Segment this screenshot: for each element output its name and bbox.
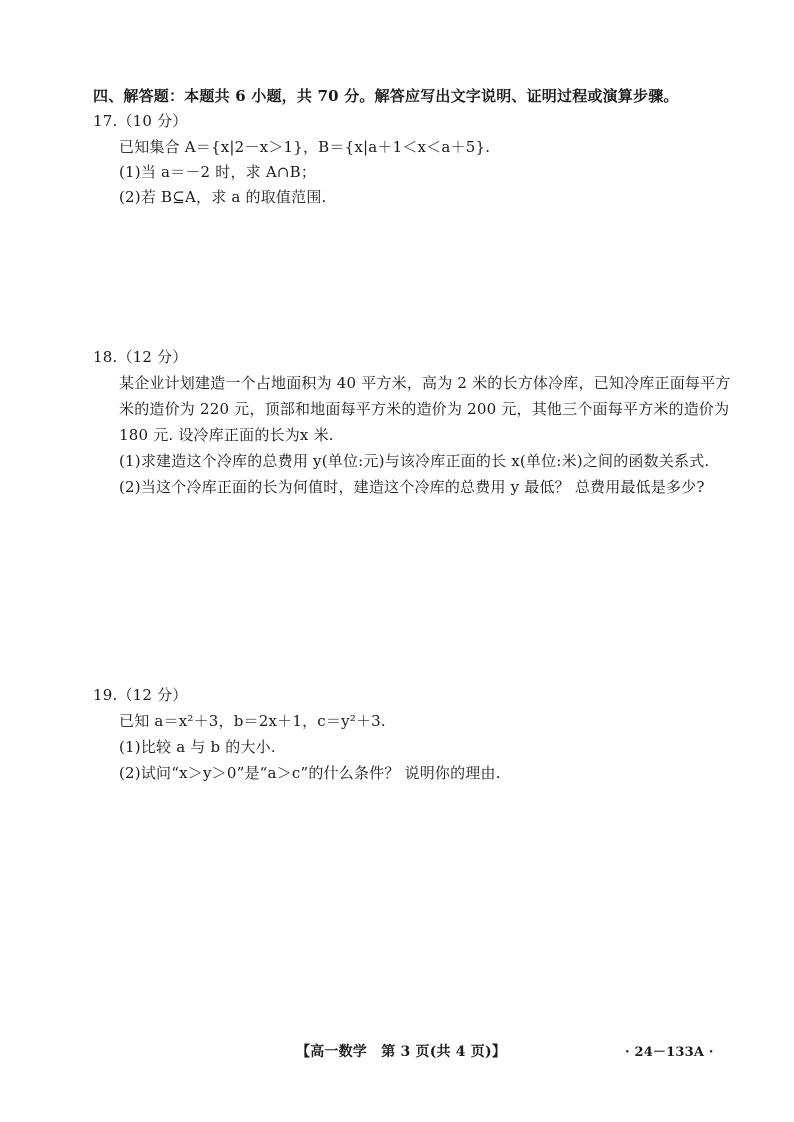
question-19-part-1: (1)比较 a 与 b 的大小. [119, 738, 276, 756]
question-18-stem-line-1: 某企业计划建造一个占地面积为 40 平方米，高为 2 米的长方体冷库，已知冷库正面每平方 [119, 374, 731, 392]
question-18-stem-line-3: 180 元. 设冷库正面的长为x 米. [119, 426, 334, 444]
question-19-header: 19.（12 分） [93, 686, 188, 704]
question-18-header: 18.（12 分） [93, 348, 188, 366]
question-17-part-1: (1)当 a＝－2 时，求 A∩B； [119, 163, 317, 181]
section-title: 四、解答题：本题共 6 小题，共 70 分。解答应写出文字说明、证明过程或演算步骤。 [93, 87, 679, 105]
question-17-header: 17.（10 分） [93, 112, 188, 130]
question-19-stem: 已知 a＝x²＋3，b＝2x＋1，c＝y²＋3. [119, 712, 386, 730]
question-18-part-1: (1)求建造这个冷库的总费用 y(单位:元)与该冷库正面的长 x(单位:米)之间的函数关系式. [119, 452, 710, 470]
question-19-part-2: (2)试问“x＞y＞0”是“a＞c”的什么条件？ 说明你的理由. [119, 764, 501, 782]
question-17-part-2: (2)若 B⊆A，求 a 的取值范围. [119, 188, 327, 206]
exam-code: · 24－133A · [625, 1045, 714, 1060]
question-17-stem: 已知集合 A＝{x|2－x＞1}，B＝{x|a＋1＜x＜a＋5}. [119, 138, 491, 156]
question-18-stem-line-2: 米的造价为 220 元，顶部和地面每平方米的造价为 200 元，其他三个面每平方米的造价为 [119, 400, 730, 418]
page-footer-label: 【高一数学 第 3 页(共 4 页)】 [296, 1044, 507, 1060]
question-18-part-2: (2)当这个冷库正面的长为何值时，建造这个冷库的总费用 y 最低？ 总费用最低是多少? [119, 478, 705, 496]
